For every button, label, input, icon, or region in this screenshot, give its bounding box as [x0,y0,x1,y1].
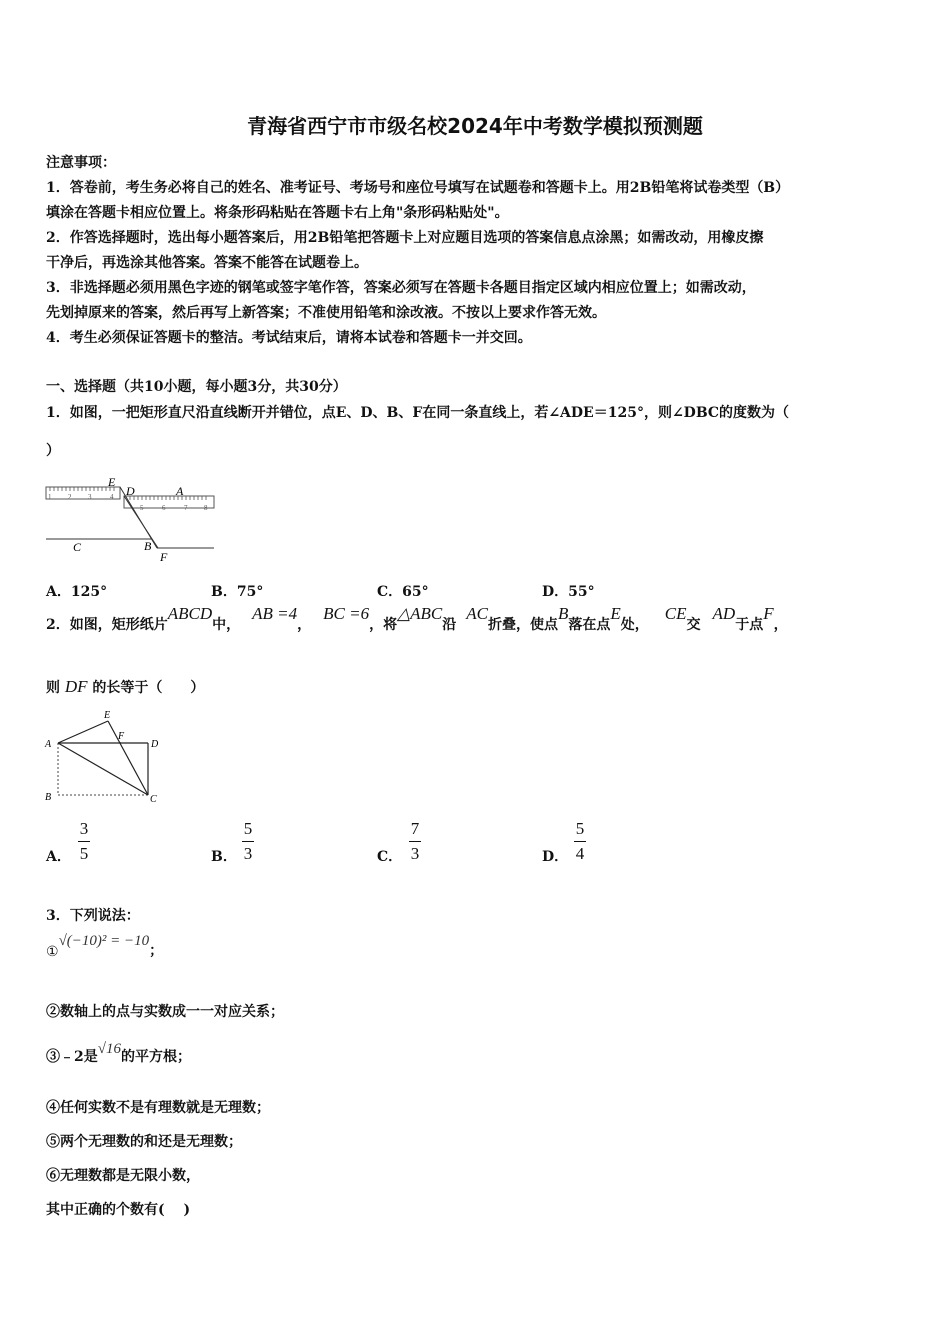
ruler-tick-label: 2 [68,493,72,501]
point-label-F: F [118,731,125,742]
stem-text: ， [297,617,312,633]
statement-6: ⑥无理数都是无限小数， [46,1168,200,1184]
stem-text: 落在点 [568,617,611,633]
statement-3 [46,1041,191,1066]
stem-text: ； [149,943,164,959]
notice-line: 先划掉原来的答案，然后再写上新答案；不准使用铅笔和涂改液。不按以上要求作答无效。 [46,305,606,321]
section-heading: 一、选择题（共10小题，每小题3分，共30分） [46,379,347,395]
ruler-tick-label: 8 [204,504,208,512]
math-ce: CE [664,604,687,623]
option-d[interactable]: D．55° [542,584,595,600]
point-label-E: E [104,710,111,721]
stem-text: ，将 [369,617,398,633]
notice-line: 填涂在答题卡相应位置上。将条形码粘贴在答题卡右上角"条形码粘贴处"。 [46,205,509,221]
stem-text: 的长等于（ ） [92,680,205,696]
ruler-tick-label: 1 [48,493,52,501]
ruler-tick-label: 5 [140,504,144,512]
math-f: F [763,604,774,623]
math-e: E [610,604,621,623]
fraction-5-4 [574,819,586,864]
point-label-B: B [144,539,152,553]
notice-line: 2．作答选择题时，选出每小题答案后，用2B铅笔把答题卡上对应题目选项的答案信息点涂黑；如需改动，用橡皮擦 [46,230,764,246]
math-sqrt-16: √16 [97,1041,121,1057]
question-1-stem-end: ） [46,443,60,459]
question-1-figure [40,474,230,566]
stem-text: 处， [620,617,649,633]
denominator: 3 [243,844,253,863]
stem-text: 于点 [735,617,764,633]
option-c[interactable]: C．65° [377,584,429,600]
point-label-C: C [150,794,157,805]
statement-4: ④任何实数不是有理数就是无理数； [46,1100,270,1116]
point-label-F: F [160,550,168,564]
point-label-D: D [151,739,159,750]
stem-text: 2．如图，矩形纸片 [46,617,168,633]
stem-text: 交 [686,617,701,633]
math-ad: AD [712,604,736,623]
notice-line: 1．答卷前，考生务必将自己的姓名、准考证号、考场号和座位号填写在试题卷和答题卡上。用2B铅笔将试卷类型（B） [46,180,790,196]
option-b[interactable]: B．75° [211,584,264,600]
question-3-stem: 3．下列说法： [46,908,140,924]
question-2-stem-end [46,677,204,697]
notice-line: 3．非选择题必须用黑色字迹的钢笔或签字笔作答，答案必须写在答题卡各题目指定区域内相应位置上；如需改动， [46,280,756,296]
stem-text: 折叠，使点 [488,617,559,633]
option-a[interactable]: A．125° [46,584,108,600]
point-label-C: C [73,540,82,554]
point-label-D: D [126,484,135,498]
ruler-tick-label: 3 [88,493,92,501]
question-2-stem [46,604,906,634]
question-1-stem: 1．如图，一把矩形直尺沿直线断开并错位，点E、D、B、F在同一条直线上，若∠ADE＝125°，则∠DBC的度数为（ [46,405,790,421]
question-2-figure [40,705,175,810]
point-label-E: E [108,475,116,489]
numerator: 5 [243,819,253,838]
stem-text: 沿 [442,617,457,633]
stem-text: ③﹣2是 [46,1049,98,1065]
notice-heading: 注意事项： [46,155,116,171]
math-sqrt-expression: √(−10)² = −10 [58,933,150,949]
page-title: 青海省西宁市市级名校2024年中考数学模拟预测题 [247,114,703,138]
statement-5: ⑤两个无理数的和还是无理数； [46,1134,242,1150]
option-a[interactable]: A． [46,849,71,865]
fraction-7-3 [409,819,421,864]
numerator: 5 [575,819,585,838]
fraction-3-5 [78,819,90,864]
option-b[interactable]: B． [211,849,237,865]
stem-text: 中， [212,617,241,633]
math-abcd: ABCD [167,604,213,623]
stem-text: 则 [46,680,60,696]
option-c[interactable]: C． [377,849,403,865]
math-triangle-abc: △ABC [397,604,443,623]
fraction-5-3 [242,819,254,864]
question-3-prompt: 其中正确的个数有( ) [46,1202,191,1218]
ruler-tick-label: 4 [110,493,114,501]
ruler-tick-label: 7 [184,504,188,512]
math-bc: BC =6 [323,604,370,623]
statement-1 [46,933,164,960]
denominator: 5 [79,844,89,863]
point-label-B: B [45,792,52,803]
point-label-A: A [45,739,52,750]
stem-text: ， [773,617,788,633]
math-ab: AB =4 [252,604,298,623]
notice-line: 干净后，再选涂其他答案。答案不能答在试题卷上。 [46,255,368,271]
math-b: B [558,604,569,623]
numerator: 7 [410,819,420,838]
math-ac: AC [466,604,489,623]
option-d[interactable]: D． [542,849,569,865]
statement-marker: ① [46,944,59,960]
denominator: 4 [575,844,585,863]
numerator: 3 [79,819,89,838]
point-label-A: A [176,484,184,498]
math-df: DF [64,677,88,696]
statement-2: ②数轴上的点与实数成一一对应关系； [46,1004,284,1020]
denominator: 3 [410,844,420,863]
notice-line: 4．考生必须保证答题卡的整洁。考试结束后，请将本试卷和答题卡一并交回。 [46,330,532,346]
ruler-tick-label: 6 [162,504,166,512]
stem-text: 的平方根； [120,1049,191,1065]
